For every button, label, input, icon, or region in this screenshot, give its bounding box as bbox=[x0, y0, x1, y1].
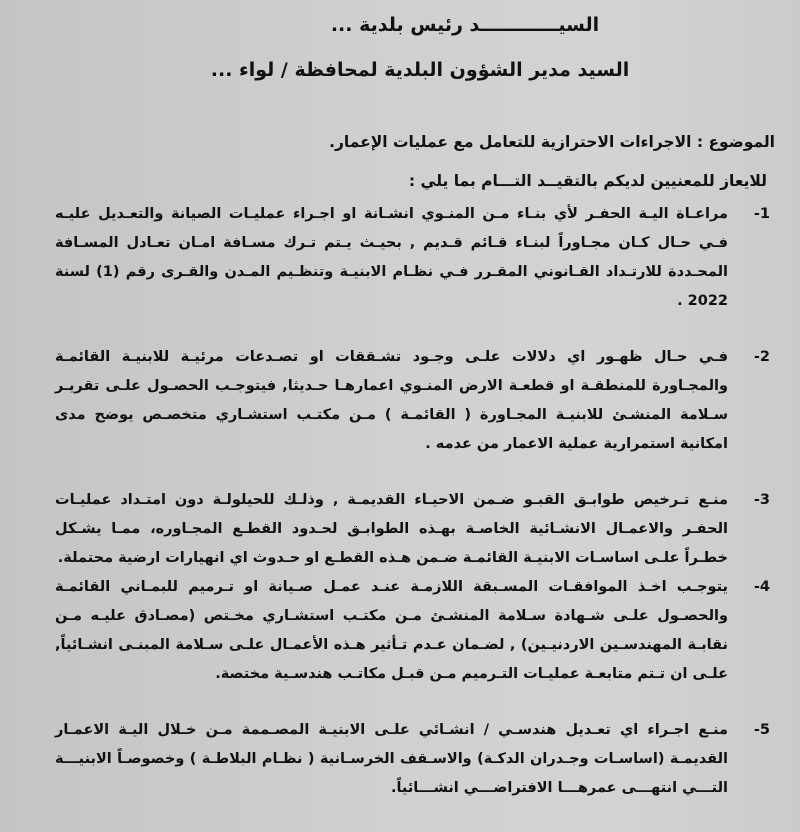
item-text: فـي حـال ظهـور اي دلالات علـى وجـود تشـققات او تصـدعات مرئيـة للابنيـة القائمـة والمجـاورة للمنطقـة او قطعـة الارض المنـوي اعمارهـا حـديثا, فيتوجـب الحصـول علـى تقريـر سـلامة المنشـئ للابنيـة المجـاورة ( القائمـة ) مـن مكتـب استشـاري متخصـص يوضح مدى امكانية استمرارية عملية الاعمار من عدمه . bbox=[55, 349, 728, 452]
list-item bbox=[55, 573, 770, 689]
item-number: 3- bbox=[753, 492, 770, 508]
list-item bbox=[55, 486, 770, 573]
instruction-line: للايعاز للمعنيين لديكم بالتقيــد التـــام بما يلي : bbox=[408, 172, 767, 190]
list-item bbox=[55, 343, 770, 459]
list-item bbox=[55, 200, 770, 316]
list-item bbox=[55, 716, 770, 803]
subject-label: الموضوع : bbox=[696, 133, 775, 151]
addressee-director: السيد مدير الشؤون البلدية لمحافظة / لواء ... bbox=[210, 59, 630, 81]
item-text: مراعـاة اليـة الحفـر لأي بنـاء مـن المنـوي انشـانة او اجـراء عمليـات الصيانة والتعـديل عليـه فـي حـال كـان مجـاوراً لبنـاء قـائم قـديم , بحيـث يـتم تـرك مسـافة امـان تعـادل المسـافة المحـددة للارتـداد القـانوني المقـرر فـي نظـام الابنيـة وتنظـيم المـدن والقـرى رقم (1) لسنة 2022 . bbox=[55, 206, 729, 309]
subject-line bbox=[329, 133, 775, 151]
item-number: 5- bbox=[753, 722, 770, 738]
item-number: 4- bbox=[753, 579, 770, 595]
item-number: 2- bbox=[753, 349, 770, 365]
item-number: 1- bbox=[753, 206, 770, 222]
subject-text: الاجراءات الاحترازية للتعامل مع عمليات الإعمار. bbox=[329, 133, 692, 151]
item-text: منـع تـرخيص طوابـق القبـو ضـمن الاحيـاء القديمـة , وذلـك للحيلولـة دون امتـداد عمليـات الحفـر والاعمـال الانشـائية الخاصـة بهـذه الطوابـق لحـدود القطـع المجـاوره، ممـا يشـكل خطـراً علـى اساسـات الابنيـة القائمـة ضـمن هـذه القطـع او حـدوث اي انهيارات ارضية محتملة. bbox=[55, 492, 728, 566]
item-text: منـع اجـراء اي تعـديل هندسـي / انشـائي علـى الابنيـة المصـممة مـن خـلال اليـة الاعمـار القديمـة (اساسـات وجـدران الدكـة) والاسـقف الخرسـانية ( نظـام البلاطـة ) وخصوصـاً الابنيـــة التـــي انتهـــى عمرهـــا الافتراضـــي انشـــائياً. bbox=[55, 722, 728, 796]
addressee-mayor: السيــــــــــــد رئيس بلدية ... bbox=[330, 14, 600, 36]
item-text: يتوجـب اخـذ الموافقـات المسـبقة اللازمـة عنـد عمـل صـيانة او تـرميم للبمـاني القائمـة والحصـول علـى شـهادة سـلامة المنشـئ مـن مكتـب استشـاري مخـتص (مصـادق عليـه مـن نقابـة المهندسـين الاردنيـين) , لضـمان عـدم تـأثير هـذه الأعمـال علـى سـلامة المبنـى انشـائياً, علـى ان تـتم متابعـة عمليـات التـرميم مـن قبـل مكاتـب هندسـية مختصة. bbox=[55, 579, 728, 682]
